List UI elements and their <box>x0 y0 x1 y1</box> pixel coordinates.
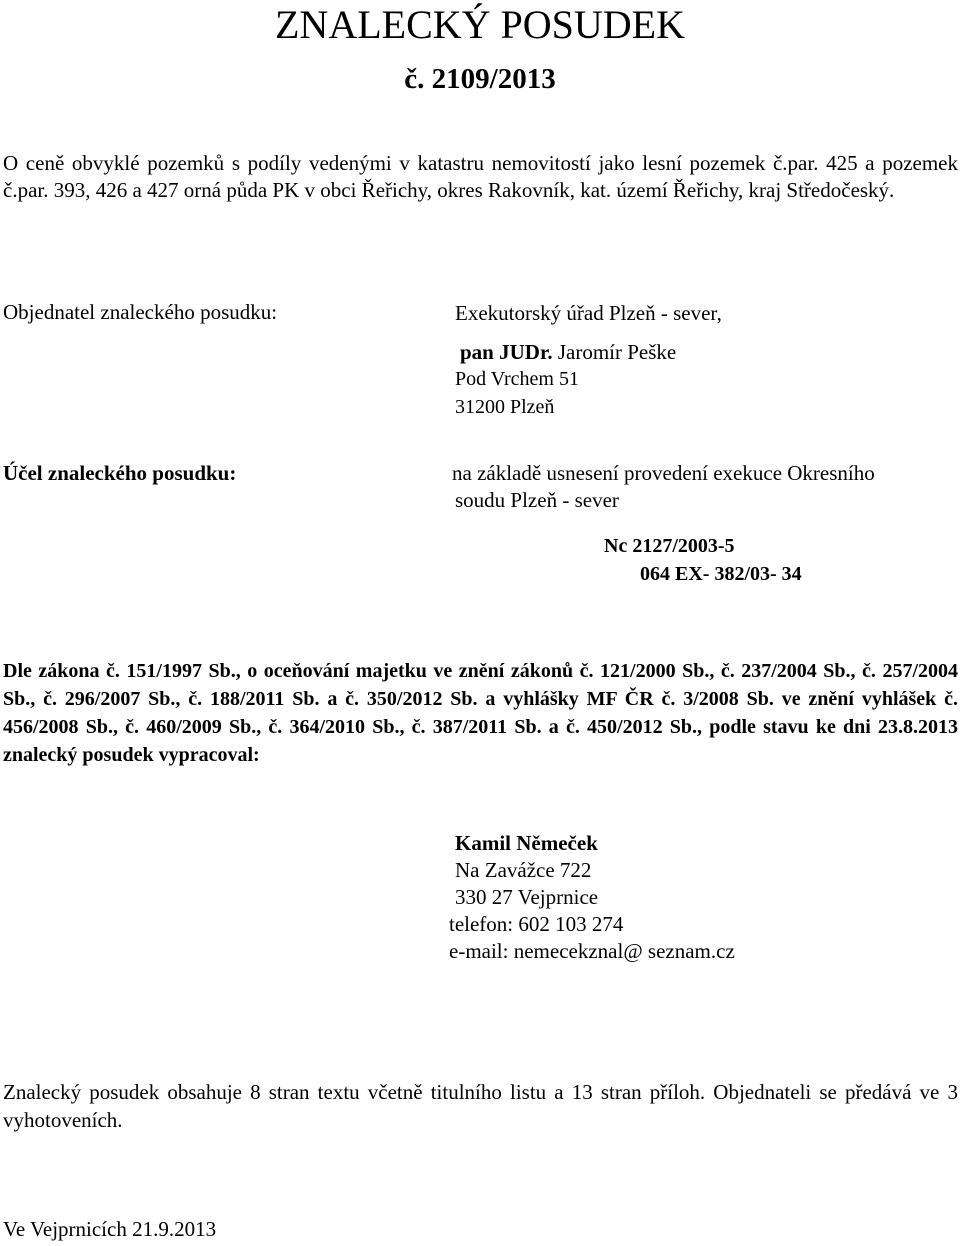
expert-city: 330 27 Vejprnice <box>455 885 599 909</box>
case-reference-1: Nc 2127/2003-5 <box>604 535 735 557</box>
expert-phone: telefon: 602 103 274 <box>449 912 624 936</box>
document-title: ZNALECKÝ POSUDEK <box>275 2 685 47</box>
expert-name: Kamil Němeček <box>455 831 598 855</box>
document-number: č. 2109/2013 <box>404 63 556 95</box>
client-person-prefix: pan JUDr. <box>460 340 553 364</box>
case-reference-2: 064 EX- 382/03- 34 <box>640 563 802 585</box>
client-label: Objednatel znaleckého posudku: <box>3 300 278 324</box>
purpose-label: Účel znaleckého posudku: <box>3 461 237 485</box>
footer-paragraph: Znalecký posudek obsahuje 8 stran textu včetně titulního listu a 13 stran příloh. Objednateli se předává ve 3 vyhotoveních. <box>3 1080 958 1132</box>
law-paragraph: Dle zákona č. 151/1997 Sb., o oceňování majetku ve znění zákonů č. 121/2000 Sb., č. 237/2004 Sb., č. 257/2004 Sb., č. 296/2007 Sb., č. 188/2011 Sb. a č. 350/2012 Sb. a vyhlášky MF ČR č. 3/2008 Sb. ve znění vyhlášek č. 456/2008 Sb., č. 460/2009 Sb., č. 364/2010 Sb., č. 387/2011 Sb. a č. 450/2012 Sb., podle stavu ke dni 23.8.2013 znalecký posudek vypracoval: <box>3 660 958 766</box>
client-office: Exekutorský úřad Plzeň - sever, <box>455 301 722 325</box>
purpose-line-2: soudu Plzeň - sever <box>455 488 619 512</box>
expert-street: Na Zavážce 722 <box>455 858 592 882</box>
client-person <box>460 339 676 365</box>
client-person-name: Jaromír Peške <box>557 340 677 364</box>
expert-email: e-mail: nemecekznal@ seznam.cz <box>449 939 735 963</box>
subject-paragraph: O ceně obvyklé pozemků s podíly vedenými v katastru nemovitostí jako lesní pozemek č.par. 425 a pozemek č.par. 393, 426 a 427 orná půda PK v obci Řeřichy, okres Rakovník, kat. území Řeřichy, kraj Středočeský. <box>3 151 958 202</box>
client-street: Pod Vrchem 51 <box>455 368 579 390</box>
client-city: 31200 Plzeň <box>455 396 555 418</box>
purpose-line-1: na základě usnesení provedení exekuce Okresního <box>452 461 875 485</box>
place-date: Ve Vejprnicích 21.9.2013 <box>3 1217 217 1241</box>
